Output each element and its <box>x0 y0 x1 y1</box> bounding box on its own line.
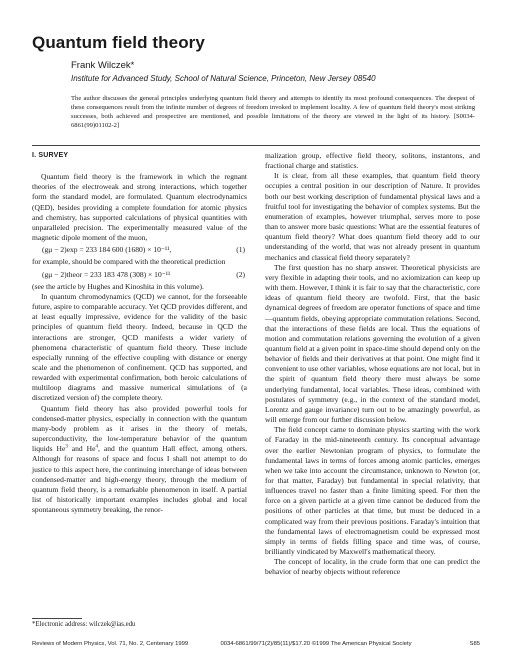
paragraph: malization group, effective field theory, solitons, instantons, and fractional charge and statistics. <box>265 151 480 171</box>
paragraph <box>32 404 247 516</box>
section-heading: I. SURVEY <box>32 152 69 159</box>
right-column <box>265 151 480 578</box>
equation-1-number: (1) <box>236 245 245 255</box>
author-name: Frank Wilczek* <box>71 60 135 71</box>
superscript: 4 <box>95 444 98 450</box>
equation-1 <box>32 245 247 255</box>
equation-2 <box>32 270 247 280</box>
text-run: Quantum field theory has also provided powerful tools for condensed-matter physics, especially in connection with the quantum many-body problem as it arises in the theory of metals, superconductivity, the low-temperature behavior of the quantum liquids He <box>32 403 247 454</box>
copyright-line: 0034-6861/99/71(2)/85(11)/$17.20 ©1999 The American Physical Society <box>220 641 412 647</box>
page-footer <box>32 641 480 647</box>
left-column <box>32 151 247 515</box>
equation-2-number: (2) <box>236 269 245 279</box>
paragraph: (see the article by Hughes and Kinoshita in this volume). <box>32 281 204 291</box>
journal-citation: Reviews of Modern Physics, Vol. 71, No. 2, Centenary 1999 <box>32 641 189 647</box>
text-run: and He <box>67 444 96 454</box>
abstract: The author discusses the general principles underlying quantum field theory and attempts to identify its most profound consequences. The deepest of these consequences result from the infinite number of degrees of freedom invoked to implement locality. A few of quantum field theory's most striking successes, both achieved and prospective are mentioned, and possible limitations of the theory are viewed in the light of its history. [S0034-6861(99)01102-2] <box>71 95 475 130</box>
paragraph: Quantum field theory is the framework in which the regnant theories of the electroweak and strong interactions, which together form the standard model, are formulated. Quantum electrodynamics (QED), besides providing a complete foundation for atomic physics and chemistry, has supported calculations of physical quantities with unparalleled precision. The experimentally measured value of the magnetic dipole moment of the muon, <box>32 172 247 243</box>
footnote-rule <box>32 618 82 619</box>
author-affiliation: Institute for Advanced Study, School of Natural Science, Princeton, New Jersey 08540 <box>71 74 376 83</box>
paragraph: The concept of locality, in the crude form that one can predict the behavior of nearby objects without reference <box>265 557 480 577</box>
text-run: , and the quantum Hall effect, among others. Although for reasons of space and focus I shall not attempt to do justice to this aspect here, the continuing interchange of ideas between condensed-matter and high-energy theory, through the medium of quantum field theory, is a remarkable phenomenon in itself. A partial list of historically important examples includes global and local spontaneous symmetry breaking, the renor- <box>32 444 247 515</box>
equation-1-body: (gμ − 2)exp = 233 184 600 (1680) × 10⁻¹¹, <box>42 245 172 255</box>
equation-2-body: (gμ − 2)theor = 233 183 478 (308) × 10⁻¹¹ <box>42 269 171 279</box>
paragraph: The field concept came to dominate physics starting with the work of Faraday in the mid-nineteenth century. Its conceptual advantage over the earlier Newtonian program of physics, to formulate the fundamental laws in terms of forces among atomic particles, emerges when we take into account the circumstance, unknown to Newton (or, for that matter, Faraday) but fundamental in special relativity, that influences travel no faster than a finite limiting speed. For then the force on a given particle at a given time cannot be deduced from the positions of other particles at that time, but must be deduced in a complicated way from their previous positions. Faraday's intuition that the fundamental laws of electromagnetism could be expressed most simply in terms of fields filling space and time was, of course, brilliantly vindicated by Maxwell's mathematical theory. <box>265 425 480 557</box>
superscript: 3 <box>65 444 68 450</box>
paper-title: Quantum field theory <box>32 33 205 52</box>
paragraph: for example, should be compared with the theoretical prediction <box>32 257 226 267</box>
paragraph: The first question has no sharp answer. Theoretical physicists are very flexible in adapting their tools, and no axiomization can keep up with them. However, I think it is fair to say that the characteristic, core ideas of quantum field theory are twofold. First, that the basic dynamical degrees of freedom are operator functions of space and time—quantum fields, obeying appropriate commutation relations. Second, that the interactions of these fields are local. Thus the equations of motion and commutation relations governing the evolution of a given quantum field at a given point in space-time should depend only on the behavior of fields and their derivatives at that point. One might find it convenient to use other variables, whose equations are not local, but in the spirit of quantum field theory there must always be some underlying fundamental, local variables. These ideas, combined with postulates of symmetry (e.g., in the context of the standard model, Lorentz and gauge invariance) turn out to be amazingly powerful, as will emerge from our further discussion below. <box>265 262 480 425</box>
header-rule <box>32 145 480 146</box>
page-number: S85 <box>469 641 480 647</box>
paragraph: In quantum chromodynamics (QCD) we cannot, for the forseeable future, aspire to comparable accuracy. Yet QCD provides different, and at least equally impressive, evidence for the validity of the basic principles of quantum field theory. Indeed, because in QCD the interactions are stronger, QCD manifests a wider variety of phenomena characteristic of quantum field theory. These include especially running of the effective coupling with distance or energy scale and the phenomenon of confinement. QCD has supported, and rewarded with experimental confirmation, both heroic calculations of multiloop diagrams and massive numerical simulations of (a discretized version of) the complete theory. <box>32 291 247 403</box>
paragraph: It is clear, from all these examples, that quantum field theory occupies a central position in our description of Nature. It provides both our best working description of fundamental physical laws and a fruitful tool for investigating the behavior of complex systems. But the enumeration of examples, however triumphal, serves more to pose than to answer more basic questions: What are the essential features of quantum field theory? What does quantum field theory add to our understanding of the world, that was not already present in quantum mechanics and classical field theory separately? <box>265 171 480 262</box>
footnote: *Electronic address: wilczek@ias.edu <box>32 621 136 628</box>
